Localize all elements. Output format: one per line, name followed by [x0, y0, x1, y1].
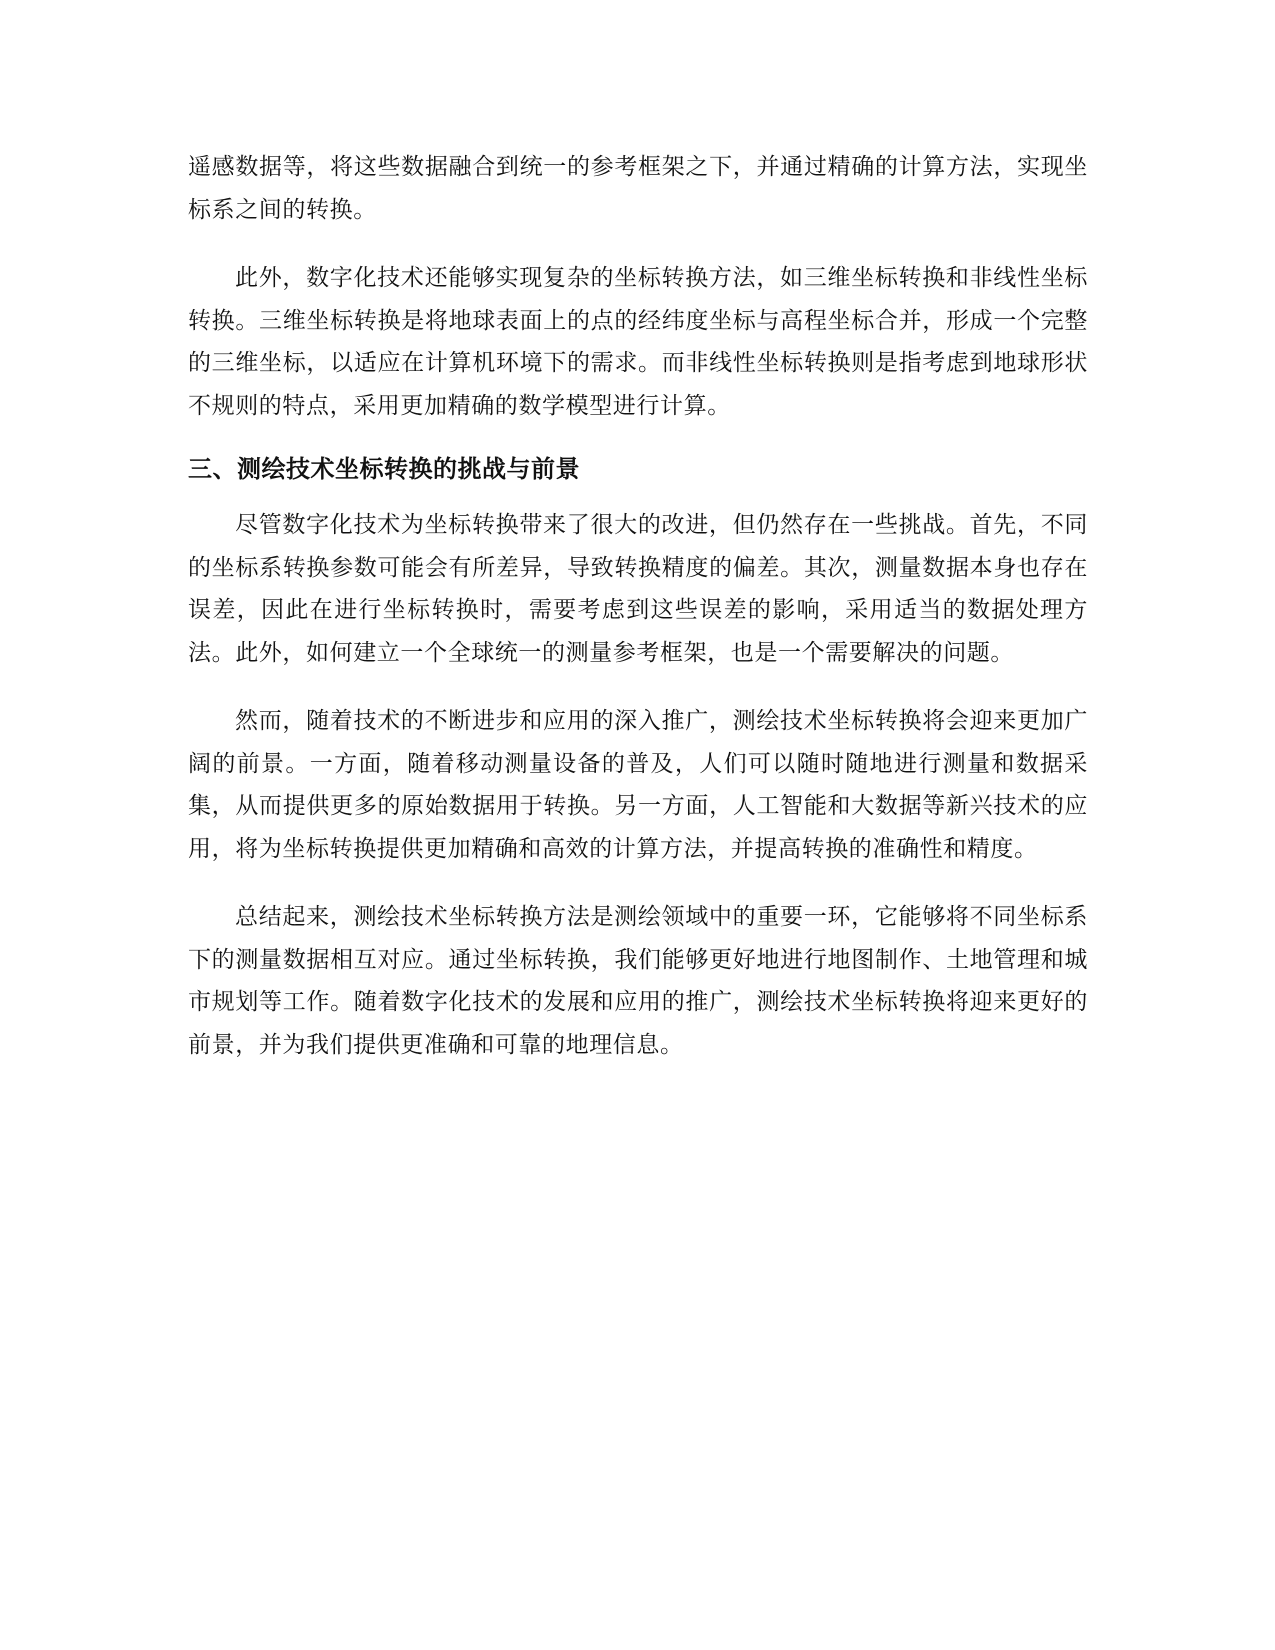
paragraph-challenges: 尽管数字化技术为坐标转换带来了很大的改进，但仍然存在一些挑战。首先，不同的坐标系转换参数可能会有所差异，导致转换精度的偏差。其次，测量数据本身也存在误差，因此在进行坐标转换时，需要考虑到这些误差的影响，采用适当的数据处理方法。此外，如何建立一个全球统一的测量参考框架，也是一个需要解决的问题。: [188, 512, 1088, 666]
paragraph-gap: [188, 870, 1088, 896]
heading-gap: [188, 427, 1088, 448]
paragraph-gap: [188, 231, 1088, 257]
section-heading: 三、测绘技术坐标转换的挑战与前景: [188, 455, 580, 483]
paragraph-conclusion: 总结起来，测绘技术坐标转换方法是测绘领域中的重要一环，它能够将不同坐标系下的测量数据相互对应。通过坐标转换，我们能够更好地进行地图制作、土地管理和城市规划等工作。随着数字化技术的发展和应用的推广，测绘技术坐标转换将迎来更好的前景，并为我们提供更准确和可靠的地理信息。: [188, 904, 1088, 1058]
paragraph-continued: 遥感数据等，将这些数据融合到统一的参考框架之下，并通过精确的计算方法，实现坐标系之间的转换。: [188, 154, 1088, 223]
document-body: [188, 146, 1088, 1066]
paragraph-digital-methods: 此外，数字化技术还能够实现复杂的坐标转换方法，如三维坐标转换和非线性坐标转换。三维坐标转换是将地球表面上的点的经纬度坐标与高程坐标合并，形成一个完整的三维坐标，以适应在计算机环境下的需求。而非线性坐标转换则是指考虑到地球形状不规则的特点，采用更加精确的数学模型进行计算。: [188, 265, 1088, 419]
paragraph-prospects: 然而，随着技术的不断进步和应用的深入推广，测绘技术坐标转换将会迎来更加广阔的前景。一方面，随着移动测量设备的普及，人们可以随时随地进行测量和数据采集，从而提供更多的原始数据用于转换。另一方面，人工智能和大数据等新兴技术的应用，将为坐标转换提供更加精确和高效的计算方法，并提高转换的准确性和精度。: [188, 708, 1088, 862]
heading-gap: [188, 490, 1088, 504]
paragraph-gap: [188, 674, 1088, 700]
